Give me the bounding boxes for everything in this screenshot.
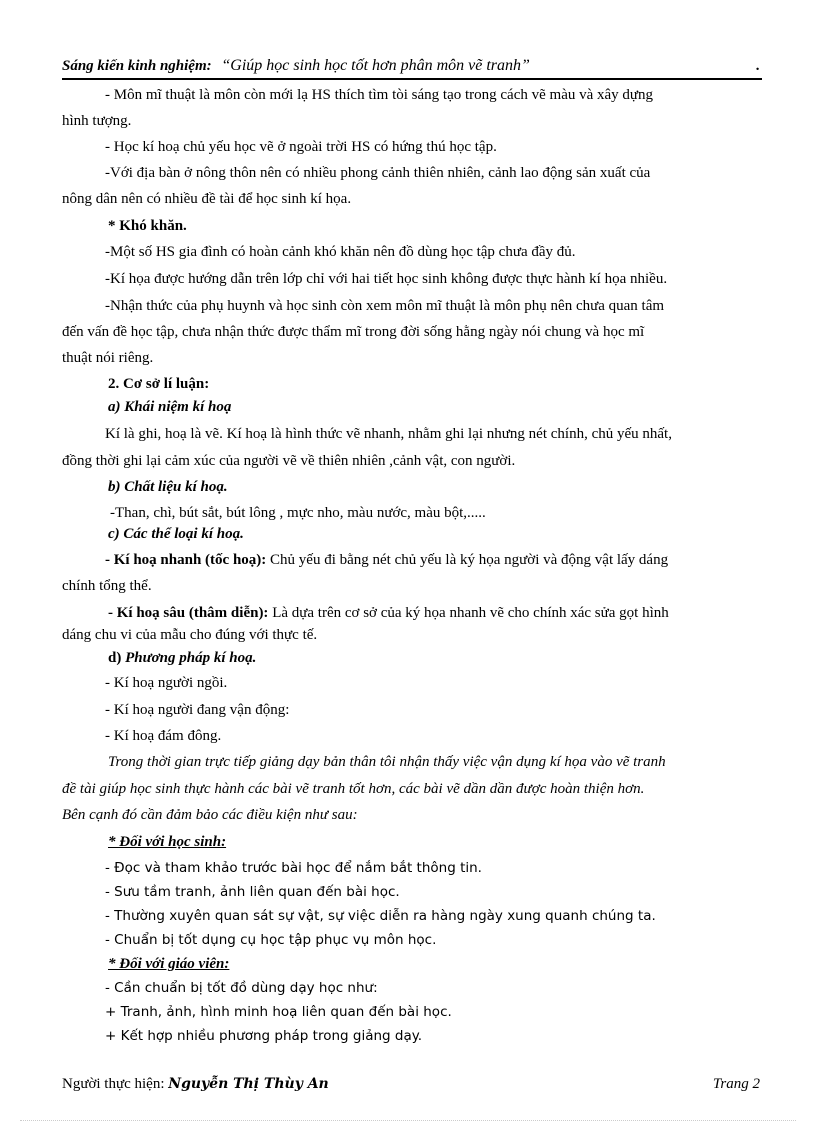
paragraph-line — [105, 550, 668, 570]
footer-label: Người thực hiện: — [62, 1076, 165, 1092]
paragraph-line: Bên cạnh đó cần đảm bảo các điều kiện như sau: — [62, 807, 358, 823]
paragraph-line: -Than, chì, bút sắt, bút lông , mực nho, màu nước, màu bột,..... — [110, 505, 486, 521]
subsection-title: Phương pháp kí hoạ. — [125, 650, 257, 666]
paragraph-line: thuật nói riêng. — [62, 350, 154, 366]
page-number: Trang 2 — [712, 1076, 760, 1092]
footer-author-name: Nguyễn Thị Thùy An — [168, 1076, 329, 1092]
list-item: + Kết hợp nhiều phương pháp trong giảng dạy. — [105, 1028, 423, 1044]
list-item: - Thường xuyên quan sát sự vật, sự việc diễn ra hàng ngày xung quanh chúng ta. — [105, 908, 656, 924]
subheading-difficulties: * Khó khăn. — [108, 218, 187, 234]
paragraph-line: chính tổng thể. — [62, 578, 152, 594]
section-heading: 2. Cơ sở lí luận: — [108, 376, 210, 392]
subsection-letter: d) — [108, 650, 122, 666]
paragraph-line: -Kí họa được hướng dẫn trên lớp chỉ với hai tiết học sinh không được thực hành kí họa nhiều. — [105, 271, 668, 287]
paragraph-line: đến vấn đề học tập, chưa nhận thức được thẩm mĩ trong đời sống hằng ngày nói chung và học mĩ — [62, 324, 645, 340]
paragraph-line: Kí là ghi, hoạ là vẽ. Kí hoạ là hình thức vẽ nhanh, nhằm ghi lại nhưng nét chính, chủ yếu nhất, — [105, 426, 672, 442]
paragraph-line: Trong thời gian trực tiếp giảng dạy bản thân tôi nhận thấy việc vận dụng kí họa vào vẽ tranh — [108, 754, 666, 770]
paragraph-line — [108, 603, 669, 623]
page-header — [62, 56, 762, 80]
list-item: - Cần chuẩn bị tốt đồ dùng dạy học như: — [105, 980, 378, 996]
paragraph-line: -Nhận thức của phụ huynh và học sinh còn xem môn mĩ thuật là môn phụ nên chưa quan tâm — [105, 298, 665, 314]
page-bottom-divider — [20, 1120, 796, 1121]
term-deep-sketch: - Kí hoạ sâu (thâm diễn): — [108, 605, 269, 621]
header-label: Sáng kiến kinh nghiệm: — [62, 58, 212, 74]
paragraph-line: nông dân nên có nhiều đề tài để học sinh kí họa. — [62, 191, 352, 207]
header-title: “Giúp học sinh học tốt hơn phân môn vẽ tranh” — [221, 57, 530, 74]
term-description: Là dựa trên cơ sở của ký họa nhanh vẽ cho chính xác sửa gọt hình — [272, 605, 669, 621]
subsection-heading: a) Khái niệm kí hoạ — [108, 399, 232, 415]
paragraph-line: -Một số HS gia đình có hoàn cảnh khó khăn nên đồ dùng học tập chưa đầy đủ. — [105, 244, 576, 260]
subsection-heading: c) Các thể loại kí hoạ. — [108, 526, 244, 542]
term-description: Chủ yếu đi bằng nét chủ yếu là ký họa người và động vật lấy dáng — [270, 552, 669, 568]
paragraph-line: đề tài giúp học sinh thực hành các bài vẽ tranh tốt hơn, các bài vẽ dần dần được hoàn thiện hơn. — [62, 781, 645, 797]
list-item: - Kí hoạ đám đông. — [105, 728, 222, 744]
paragraph-line: - Học kí hoạ chủ yếu học vẽ ở ngoài trời HS có hứng thú học tập. — [105, 139, 497, 155]
subsection-heading: b) Chất liệu kí hoạ. — [108, 479, 228, 495]
list-item: - Sưu tầm tranh, ảnh liên quan đến bài học. — [105, 884, 400, 900]
paragraph-line: hình tượng. — [62, 113, 132, 129]
header-dot: . — [756, 58, 760, 74]
list-item: - Kí hoạ người đang vận động: — [105, 702, 290, 718]
list-item: - Đọc và tham khảo trước bài học để nắm bắt thông tin. — [105, 860, 482, 876]
paragraph-line: dáng chu vi của mẫu cho đúng với thực tế. — [62, 627, 318, 643]
list-item: + Tranh, ảnh, hình minh hoạ liên quan đến bài học. — [105, 1004, 452, 1020]
list-item: - Kí hoạ người ngồi. — [105, 675, 228, 691]
subsection-heading — [108, 648, 256, 668]
list-item: - Chuẩn bị tốt dụng cụ học tập phục vụ môn học. — [105, 932, 437, 948]
paragraph-line: - Môn mĩ thuật là môn còn mới lạ HS thích tìm tòi sáng tạo trong cách vẽ màu và xây dựng — [105, 87, 654, 103]
paragraph-line: -Với địa bàn ở nông thôn nên có nhiều phong cảnh thiên nhiên, cảnh lao động sản xuất của — [105, 165, 651, 181]
subheading-students: * Đối với học sinh: — [108, 834, 227, 850]
footer-author — [62, 1074, 329, 1094]
subheading-teachers: * Đối với giáo viên: — [108, 956, 230, 972]
paragraph-line: đồng thời ghi lại cảm xúc của người vẽ về thiên nhiên ,cảnh vật, con người. — [62, 453, 516, 469]
term-quick-sketch: - Kí hoạ nhanh (tốc hoạ): — [105, 552, 267, 568]
